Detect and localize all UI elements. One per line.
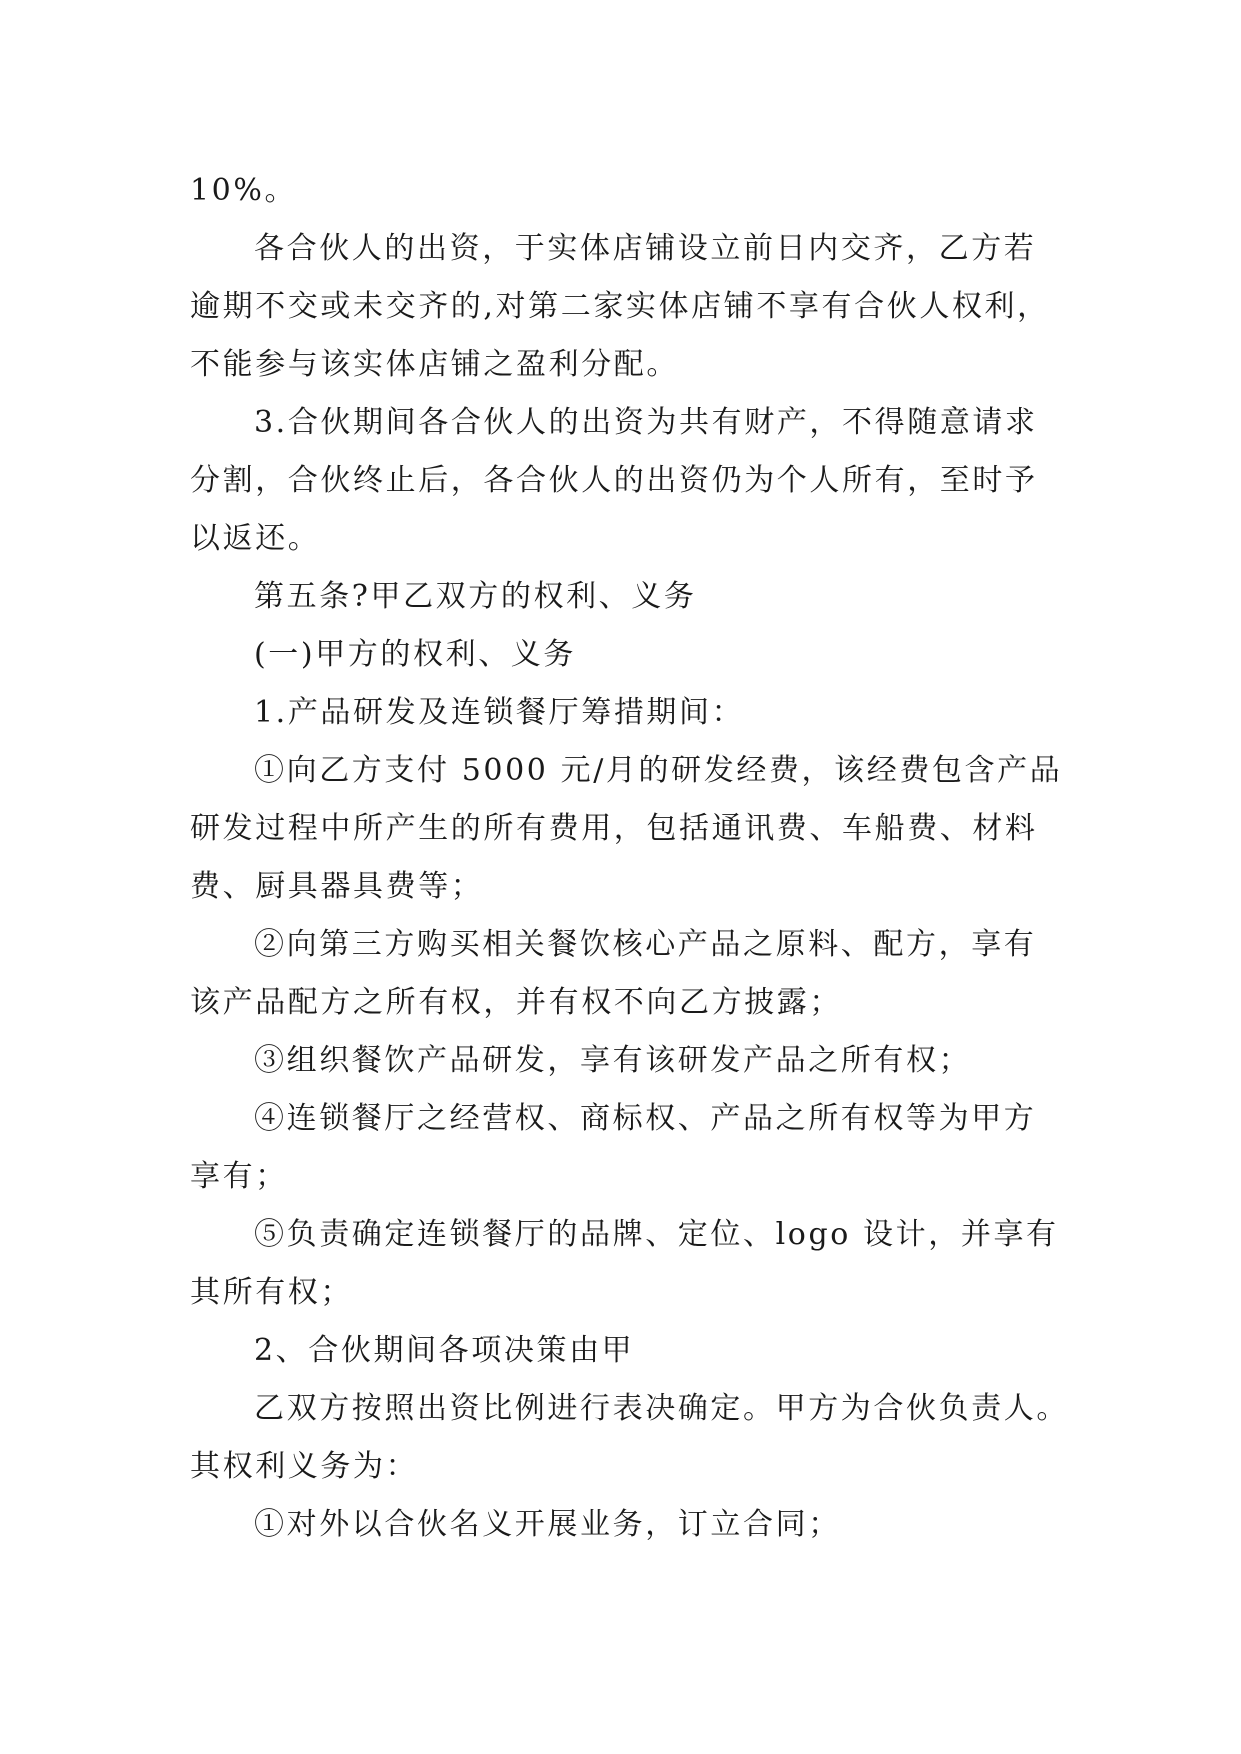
text-line: 费、厨具器具费等； [190,869,484,904]
text-line: 乙双方按照出资比例进行表决确定。甲方为合伙负责人。 [254,1391,1069,1426]
text-line: 其权利义务为： [190,1449,419,1484]
text-line: ②向第三方购买相关餐饮核心产品之原料、配方，享有 [254,927,1037,962]
text-line: (一)甲方的权利、义务 [254,637,577,672]
text-line: 1.产品研发及连锁餐厅筹措期间： [254,695,745,730]
text-line: 享有； [190,1159,288,1194]
text-line: ④连锁餐厅之经营权、商标权、产品之所有权等为甲方 [254,1101,1037,1136]
text-line: 其所有权； [190,1275,353,1310]
text-line: 分割，合伙终止后，各合伙人的出资仍为个人所有，至时予 [190,463,1038,498]
text-line: ⑤负责确定连锁餐厅的品牌、定位、logo 设计，并享有 [254,1217,1059,1252]
text-line: ③组织餐饮产品研发，享有该研发产品之所有权； [254,1043,972,1078]
text-line: 2、合伙期间各项决策由甲 [254,1333,635,1368]
text-line: ①向乙方支付 5000 元/月的研发经费，该经费包含产品 [254,753,1063,788]
text-line: 研发过程中所产生的所有费用，包括通讯费、车船费、材料 [190,811,1038,846]
document-body [190,162,1090,1554]
text-line: ①对外以合伙名义开展业务，订立合同； [254,1507,841,1542]
text-line: 3.合伙期间各合伙人的出资为共有财产，不得随意请求 [254,405,1038,440]
text-line: 逾期不交或未交齐的,对第二家实体店铺不享有合伙人权利， [190,289,1050,324]
text-line: 10%。 [190,173,298,208]
text-line: 以返还。 [190,521,321,556]
text-line: 第五条?甲乙双方的权利、义务 [254,579,697,614]
text-line: 不能参与该实体店铺之盈利分配。 [190,347,679,382]
text-line: 该产品配方之所有权，并有权不向乙方披露； [190,985,842,1020]
text-line: 各合伙人的出资，于实体店铺设立前日内交齐，乙方若 [254,231,1037,266]
